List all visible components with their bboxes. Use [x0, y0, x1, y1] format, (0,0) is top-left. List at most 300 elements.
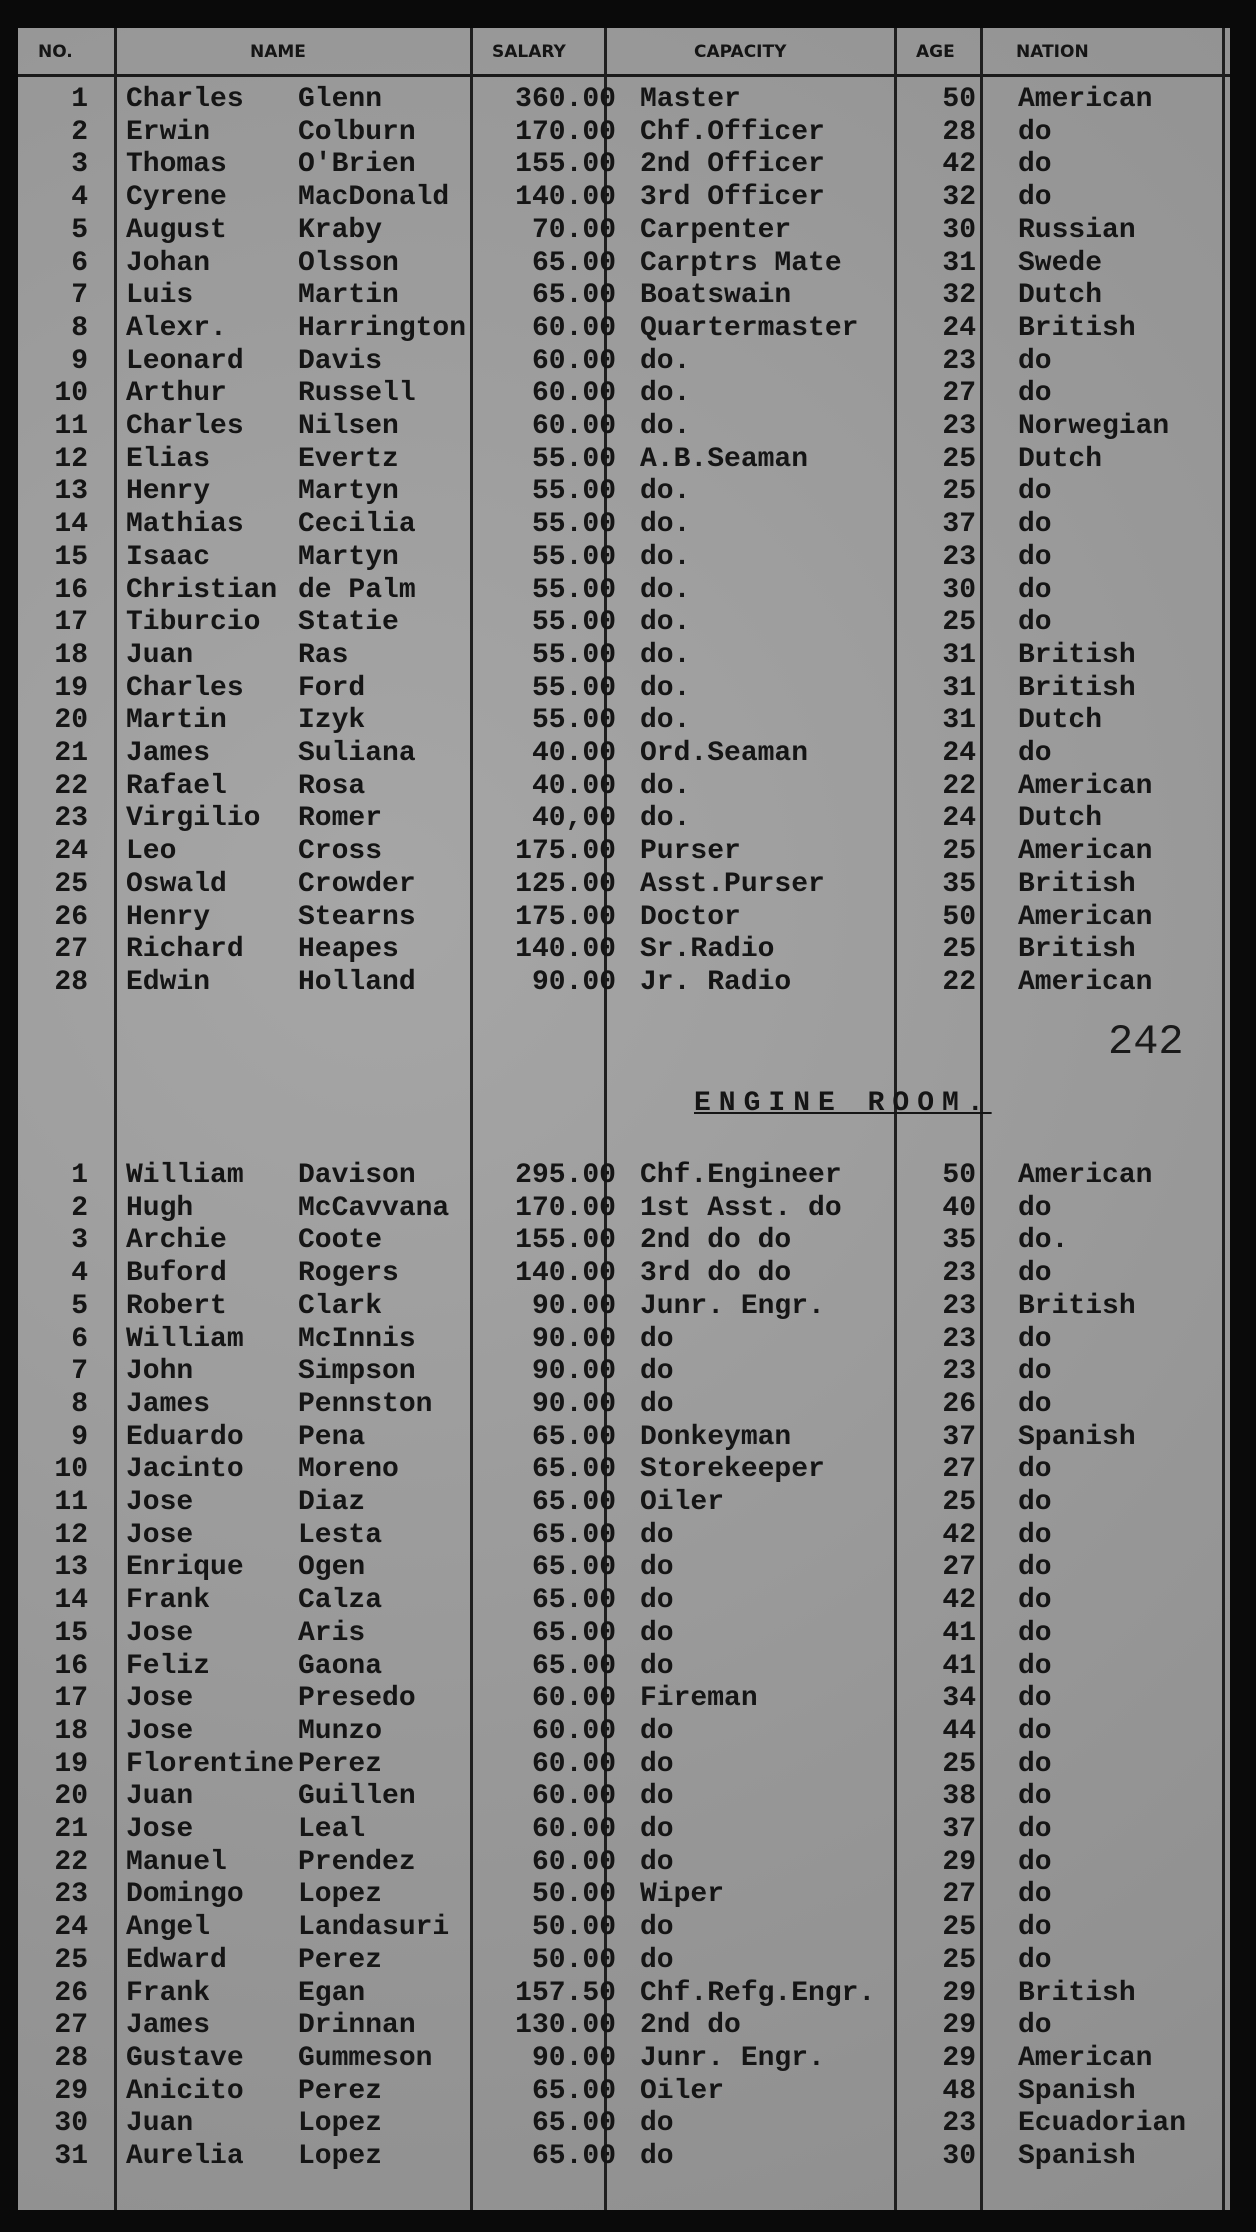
cell-first: Aurelia [126, 2141, 244, 2172]
cell-salary: 60.00 [531, 1715, 616, 1747]
cell-capacity: 2nd do do [640, 1225, 792, 1257]
cell-first: Oswald [126, 868, 227, 900]
cell-capacity: Wiper [640, 1879, 725, 1911]
cell-capacity: do [640, 1323, 674, 1355]
cell-first: John [126, 1356, 194, 1388]
cell-no: 16 [54, 1650, 88, 1682]
cell-first: Buford [126, 1258, 227, 1290]
cell-last: Diaz [298, 1487, 366, 1518]
cell-age: 22 [942, 966, 976, 998]
table-row [18, 1814, 1230, 1847]
cell-age: 31 [942, 247, 976, 279]
cell-first: Johan [126, 247, 211, 279]
cell-age: 25 [942, 1912, 976, 1944]
table-row [18, 902, 1230, 935]
cell-first: Leonard [126, 345, 244, 377]
cell-salary: 60.00 [531, 1846, 616, 1878]
cell-first: Gustave [126, 2042, 244, 2074]
cell-nationality: do [1018, 541, 1052, 573]
cell-salary: 60.00 [531, 1748, 616, 1780]
cell-last: Perez [298, 1944, 383, 1976]
cell-age: 27 [942, 378, 976, 410]
cell-first: Eduardo [126, 1421, 244, 1453]
cell-first: Jose [126, 1814, 194, 1845]
cell-first: Florentine [126, 1748, 295, 1780]
table-row [18, 1356, 1230, 1389]
header-nationality: NATION [1016, 42, 1089, 62]
cell-age: 26 [942, 1388, 976, 1420]
cell-last: Gaona [298, 1650, 383, 1682]
cell-nationality: British [1018, 1290, 1136, 1322]
cell-capacity: Doctor [640, 901, 741, 933]
cell-capacity: do [640, 1781, 674, 1813]
cell-capacity: 1st Asst. do [640, 1192, 842, 1224]
table-row [18, 444, 1230, 477]
cell-salary: 60.00 [531, 1683, 616, 1715]
cell-nationality: American [1018, 966, 1153, 998]
cell-first: Jose [126, 1487, 194, 1518]
cell-age: 24 [942, 803, 976, 835]
cell-no: 18 [54, 639, 88, 671]
cell-salary: 40.00 [531, 738, 616, 769]
cell-first: Leo [126, 836, 177, 868]
table-row [18, 346, 1230, 379]
cell-nationality: Ecuadorian [1018, 2108, 1187, 2140]
cell-age: 25 [942, 1748, 976, 1780]
cell-no: 22 [54, 1846, 88, 1878]
cell-first: Feliz [126, 1650, 211, 1682]
table-row [18, 542, 1230, 575]
header-no: NO. [38, 42, 73, 62]
cell-capacity: do. [640, 705, 691, 737]
cell-first: Jose [126, 1519, 194, 1551]
cell-nationality: do. [1018, 1225, 1069, 1257]
cell-no: 18 [54, 1715, 88, 1747]
cell-capacity: do [640, 1715, 674, 1747]
cell-first: Angel [126, 1912, 211, 1944]
cell-age: 25 [942, 443, 976, 475]
cell-last: Leal [298, 1814, 366, 1845]
table-row [18, 607, 1230, 640]
table-row [18, 1651, 1230, 1684]
cell-no: 23 [54, 803, 88, 835]
cell-age: 30 [942, 2141, 976, 2172]
cell-age: 31 [942, 639, 976, 671]
cell-age: 22 [942, 770, 976, 802]
cell-age: 41 [942, 1650, 976, 1682]
table-row [18, 149, 1230, 182]
cell-salary: 65.00 [531, 2141, 616, 2172]
cell-last: Lopez [298, 2108, 383, 2140]
cell-no: 9 [71, 1421, 88, 1453]
cell-first: Enrique [126, 1552, 244, 1584]
cell-nationality: American [1018, 1160, 1153, 1191]
cell-first: Domingo [126, 1879, 244, 1911]
cell-last: Ogen [298, 1552, 366, 1584]
table-row [18, 280, 1230, 313]
cell-first: Arthur [126, 378, 227, 410]
table-row [18, 1585, 1230, 1618]
cell-salary: 60.00 [531, 411, 616, 442]
cell-first: Mathias [126, 509, 244, 541]
cell-first: James [126, 1388, 211, 1420]
cell-no: 22 [54, 770, 88, 802]
table-row [18, 84, 1230, 117]
cell-nationality: do [1018, 1944, 1052, 1976]
cell-salary: 65.00 [531, 247, 616, 279]
header-salary: SALARY [492, 42, 566, 62]
cell-last: Aris [298, 1617, 366, 1649]
cell-no: 1 [71, 84, 88, 115]
cell-capacity: 3rd Officer [640, 182, 825, 214]
cell-nationality: do [1018, 1748, 1052, 1780]
cell-no: 3 [71, 1225, 88, 1257]
cell-no: 3 [71, 149, 88, 181]
table-row [18, 1225, 1230, 1258]
cell-age: 27 [942, 1552, 976, 1584]
cell-first: Juan [126, 639, 194, 671]
cell-no: 14 [54, 1585, 88, 1617]
cell-no: 10 [54, 1454, 88, 1486]
cell-age: 23 [942, 345, 976, 377]
cell-first: Frank [126, 1585, 211, 1617]
cell-capacity: do. [640, 476, 691, 508]
cell-last: Calza [298, 1585, 383, 1617]
cell-nationality: do [1018, 738, 1052, 769]
cell-first: Isaac [126, 541, 211, 573]
table-row [18, 1749, 1230, 1782]
cell-salary: 70.00 [531, 214, 616, 246]
cell-last: Moreno [298, 1454, 399, 1486]
cell-no: 21 [54, 1814, 88, 1845]
cell-first: Archie [126, 1225, 227, 1257]
cell-last: McCavvana [298, 1192, 450, 1224]
table-row [18, 738, 1230, 771]
table-row [18, 313, 1230, 346]
table-row [18, 1422, 1230, 1455]
cell-salary: 65.00 [531, 1519, 616, 1551]
cell-last: Kraby [298, 214, 383, 246]
cell-salary: 40,00 [531, 803, 616, 835]
cell-no: 20 [54, 1781, 88, 1813]
cell-no: 4 [71, 1258, 88, 1290]
cell-capacity: do [640, 2108, 674, 2140]
cell-last: Colburn [298, 116, 416, 148]
cell-nationality: Spanish [1018, 2141, 1136, 2172]
cell-salary: 130.00 [515, 2010, 616, 2042]
cell-age: 37 [942, 509, 976, 541]
cell-no: 28 [54, 2042, 88, 2074]
table-row [18, 1258, 1230, 1291]
cell-capacity: do [640, 1388, 674, 1420]
cell-last: Prendez [298, 1846, 416, 1878]
cell-capacity: do. [640, 607, 691, 639]
cell-nationality: do [1018, 1519, 1052, 1551]
cell-first: Jose [126, 1617, 194, 1649]
cell-nationality: do [1018, 1879, 1052, 1911]
cell-age: 50 [942, 84, 976, 115]
cell-salary: 60.00 [531, 1814, 616, 1845]
cell-no: 20 [54, 705, 88, 737]
cell-capacity: do. [640, 672, 691, 704]
table-row [18, 1552, 1230, 1585]
cell-last: Guillen [298, 1781, 416, 1813]
cell-age: 23 [942, 1258, 976, 1290]
cell-last: Rogers [298, 1258, 399, 1290]
cell-salary: 65.00 [531, 2108, 616, 2140]
cell-capacity: Purser [640, 836, 741, 868]
cell-last: Perez [298, 2075, 383, 2107]
cell-first: Anicito [126, 2075, 244, 2107]
cell-capacity: Ord.Seaman [640, 738, 809, 769]
cell-first: Jacinto [126, 1454, 244, 1486]
cell-salary: 90.00 [531, 2042, 616, 2074]
cell-nationality: do [1018, 1683, 1052, 1715]
cell-age: 23 [942, 1323, 976, 1355]
cell-age: 38 [942, 1781, 976, 1813]
cell-last: de Palm [298, 574, 416, 606]
cell-first: Luis [126, 280, 194, 312]
cell-salary: 55.00 [531, 607, 616, 639]
cell-nationality: do [1018, 182, 1052, 214]
cell-no: 4 [71, 182, 88, 214]
cell-no: 12 [54, 1519, 88, 1551]
cell-age: 23 [942, 411, 976, 442]
cell-nationality: British [1018, 868, 1136, 900]
cell-salary: 90.00 [531, 1388, 616, 1420]
table-row [18, 509, 1230, 542]
cell-no: 10 [54, 378, 88, 410]
cell-age: 24 [942, 738, 976, 769]
cell-first: Alexr. [126, 312, 227, 344]
cell-nationality: do [1018, 509, 1052, 541]
cell-first: Henry [126, 476, 211, 508]
cell-salary: 140.00 [515, 182, 616, 214]
cell-first: Charles [126, 84, 244, 115]
cell-capacity: 2nd do [640, 2010, 741, 2042]
cell-nationality: do [1018, 2010, 1052, 2042]
cell-last: Lesta [298, 1519, 383, 1551]
cell-last: Crowder [298, 868, 416, 900]
table-row [18, 803, 1230, 836]
cell-capacity: Fireman [640, 1683, 758, 1715]
cell-first: William [126, 1160, 244, 1191]
cell-first: Tiburcio [126, 607, 261, 639]
table-row [18, 411, 1230, 444]
cell-salary: 55.00 [531, 672, 616, 704]
cell-capacity: do. [640, 770, 691, 802]
table-row [18, 1716, 1230, 1749]
cell-no: 13 [54, 1552, 88, 1584]
cell-no: 25 [54, 868, 88, 900]
cell-last: Drinnan [298, 2010, 416, 2042]
cell-capacity: Carptrs Mate [640, 247, 842, 279]
cell-age: 41 [942, 1617, 976, 1649]
cell-age: 23 [942, 1356, 976, 1388]
cell-salary: 360.00 [515, 84, 616, 115]
cell-first: Christian [126, 574, 278, 606]
cell-age: 28 [942, 116, 976, 148]
table-row [18, 673, 1230, 706]
cell-first: Charles [126, 411, 244, 442]
cell-age: 37 [942, 1421, 976, 1453]
cell-no: 6 [71, 1323, 88, 1355]
table-row [18, 1847, 1230, 1880]
cell-nationality: American [1018, 2042, 1153, 2074]
cell-salary: 50.00 [531, 1879, 616, 1911]
cell-age: 29 [942, 2042, 976, 2074]
cell-last: Landasuri [298, 1912, 450, 1944]
cell-capacity: do [640, 1748, 674, 1780]
cell-first: Martin [126, 705, 227, 737]
cell-capacity: Quartermaster [640, 312, 859, 344]
cell-salary: 125.00 [515, 868, 616, 900]
cell-capacity: Junr. Engr. [640, 1290, 825, 1322]
cell-capacity: Oiler [640, 1487, 725, 1518]
cell-age: 42 [942, 149, 976, 181]
table-row [18, 836, 1230, 869]
cell-nationality: American [1018, 84, 1153, 115]
cell-last: Glenn [298, 84, 383, 115]
cell-age: 27 [942, 1454, 976, 1486]
cell-salary: 170.00 [515, 116, 616, 148]
cell-last: Davis [298, 345, 383, 377]
cell-nationality: Dutch [1018, 705, 1103, 737]
cell-capacity: Master [640, 84, 741, 115]
cell-salary: 55.00 [531, 476, 616, 508]
cell-salary: 65.00 [531, 280, 616, 312]
cell-capacity: Oiler [640, 2075, 725, 2107]
cell-age: 24 [942, 312, 976, 344]
header-name: NAME [250, 42, 306, 62]
cell-first: Erwin [126, 116, 211, 148]
cell-capacity: 3rd do do [640, 1258, 792, 1290]
table-row [18, 1454, 1230, 1487]
cell-no: 16 [54, 574, 88, 606]
cell-age: 23 [942, 1290, 976, 1322]
cell-nationality: do [1018, 574, 1052, 606]
cell-salary: 55.00 [531, 705, 616, 737]
cell-last: Cross [298, 836, 383, 868]
cell-age: 29 [942, 1846, 976, 1878]
cell-no: 8 [71, 312, 88, 344]
table-row [18, 1945, 1230, 1978]
cell-no: 17 [54, 607, 88, 639]
cell-nationality: American [1018, 770, 1153, 802]
cell-salary: 90.00 [531, 966, 616, 998]
cell-nationality: do [1018, 476, 1052, 508]
cell-age: 25 [942, 607, 976, 639]
cell-capacity: do. [640, 803, 691, 835]
cell-no: 9 [71, 345, 88, 377]
cell-nationality: British [1018, 672, 1136, 704]
cell-nationality: do [1018, 1192, 1052, 1224]
cell-no: 26 [54, 901, 88, 933]
cell-no: 14 [54, 509, 88, 541]
cell-salary: 60.00 [531, 312, 616, 344]
table-row [18, 117, 1230, 150]
cell-last: Statie [298, 607, 399, 639]
cell-first: Juan [126, 1781, 194, 1813]
cell-capacity: Sr.Radio [640, 934, 775, 966]
page-number: 242 [1108, 1018, 1184, 1066]
cell-age: 44 [942, 1715, 976, 1747]
cell-nationality: American [1018, 836, 1153, 868]
cell-last: Stearns [298, 901, 416, 933]
cell-first: Cyrene [126, 182, 227, 214]
table-row [18, 182, 1230, 215]
cell-age: 25 [942, 1487, 976, 1518]
cell-salary: 155.00 [515, 149, 616, 181]
cell-age: 40 [942, 1192, 976, 1224]
cell-first: James [126, 738, 211, 769]
table-row [18, 2076, 1230, 2109]
table-row [18, 2010, 1230, 2043]
cell-first: Hugh [126, 1192, 194, 1224]
cell-no: 17 [54, 1683, 88, 1715]
cell-capacity: do. [640, 574, 691, 606]
cell-salary: 90.00 [531, 1356, 616, 1388]
cell-first: Robert [126, 1290, 227, 1322]
cell-age: 37 [942, 1814, 976, 1845]
cell-capacity: do. [640, 345, 691, 377]
cell-no: 8 [71, 1388, 88, 1420]
cell-salary: 295.00 [515, 1160, 616, 1191]
cell-last: Pennston [298, 1388, 433, 1420]
header-capacity: CAPACITY [694, 42, 787, 62]
cell-no: 24 [54, 836, 88, 868]
cell-first: Edwin [126, 966, 211, 998]
cell-last: Davison [298, 1160, 416, 1191]
cell-capacity: do. [640, 541, 691, 573]
cell-nationality: do [1018, 1258, 1052, 1290]
cell-capacity: do [640, 1650, 674, 1682]
cell-salary: 65.00 [531, 1617, 616, 1649]
cell-last: Holland [298, 966, 416, 998]
cell-capacity: A.B.Seaman [640, 443, 809, 475]
cell-no: 5 [71, 1290, 88, 1322]
cell-nationality: do [1018, 1323, 1052, 1355]
cell-nationality: do [1018, 1552, 1052, 1584]
cell-nationality: do [1018, 1814, 1052, 1845]
cell-age: 35 [942, 1225, 976, 1257]
cell-first: Henry [126, 901, 211, 933]
cell-age: 42 [942, 1519, 976, 1551]
cell-no: 19 [54, 672, 88, 704]
cell-nationality: Dutch [1018, 280, 1103, 312]
cell-first: James [126, 2010, 211, 2042]
cell-last: Ford [298, 672, 366, 704]
cell-salary: 50.00 [531, 1944, 616, 1976]
cell-salary: 55.00 [531, 443, 616, 475]
cell-last: MacDonald [298, 182, 450, 214]
cell-first: Rafael [126, 770, 227, 802]
cell-salary: 90.00 [531, 1290, 616, 1322]
cell-capacity: do [640, 1912, 674, 1944]
cell-no: 15 [54, 541, 88, 573]
cell-last: Martin [298, 280, 399, 312]
table-row [18, 1978, 1230, 2011]
cell-first: Frank [126, 1977, 211, 2009]
table-row [18, 1781, 1230, 1814]
cell-no: 1 [71, 1160, 88, 1191]
cell-capacity: Jr. Radio [640, 966, 792, 998]
cell-age: 50 [942, 1160, 976, 1191]
cell-no: 11 [54, 411, 88, 442]
cell-nationality: do [1018, 116, 1052, 148]
cell-nationality: Dutch [1018, 443, 1103, 475]
cell-capacity: do [640, 1356, 674, 1388]
